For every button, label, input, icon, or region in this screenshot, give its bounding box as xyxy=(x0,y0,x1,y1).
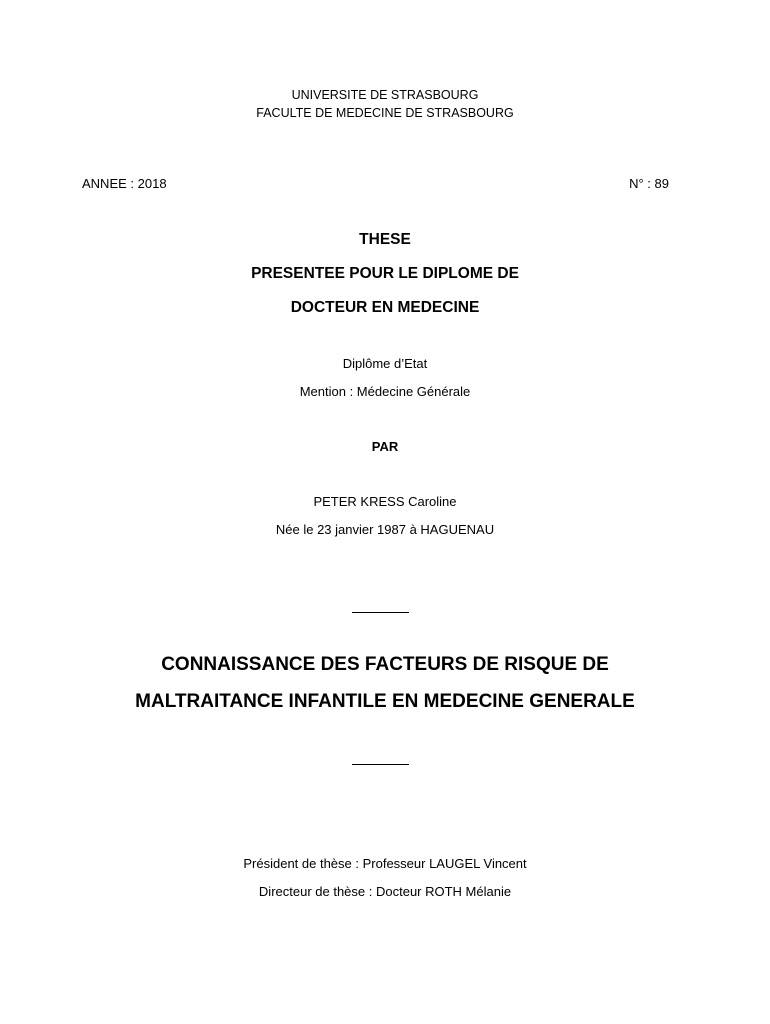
author-name: PETER KRESS Caroline xyxy=(313,494,457,509)
thesis-title-line-1: CONNAISSANCE DES FACTEURS DE RISQUE DE xyxy=(161,654,609,675)
thesis-degree: DOCTEUR EN MEDECINE xyxy=(290,299,480,316)
jury-president: Président de thèse : Professeur LAUGEL Vincent xyxy=(243,856,527,871)
year-label: ANNEE : 2018 xyxy=(82,176,167,191)
mention: Mention : Médecine Générale xyxy=(299,384,471,399)
separator-bottom xyxy=(352,764,409,765)
par-label: PAR xyxy=(371,439,399,454)
author-birth: Née le 23 janvier 1987 à HAGUENAU xyxy=(275,522,495,537)
university-name: UNIVERSITE DE STRASBOURG xyxy=(291,88,479,102)
diploma-type: Diplôme d’Etat xyxy=(342,356,428,371)
separator-top xyxy=(352,612,409,613)
thesis-number: N° : 89 xyxy=(629,176,669,191)
thesis-heading: THESE xyxy=(359,231,411,248)
thesis-title-line-2: MALTRAITANCE INFANTILE EN MEDECINE GENERALE xyxy=(135,691,635,712)
faculty-name: FACULTE DE MEDECINE DE STRASBOURG xyxy=(256,106,514,120)
jury-director: Directeur de thèse : Docteur ROTH Mélanie xyxy=(258,884,512,899)
thesis-presented-for: PRESENTEE POUR LE DIPLOME DE xyxy=(251,265,519,282)
